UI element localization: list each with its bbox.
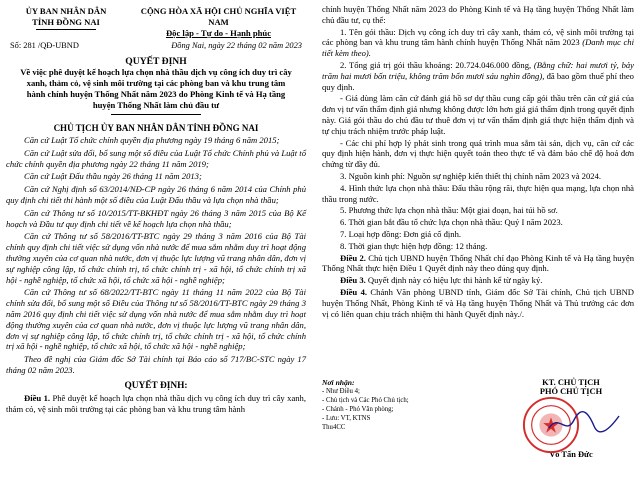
item-4: 4. Hình thức lựa chọn nhà thầu: Đấu thầu rộng rãi, thực hiện qua mạng, lựa chọn nhà thầu trong nước. — [322, 182, 634, 204]
legal-basis: Căn cứ Thông tư số 10/2015/TT-BKHĐT ngày 26 tháng 3 năm 2015 của Bộ Kế hoạch và Đầu tư quy định chi tiết về kế hoạch lựa chọn nhà thầu; — [6, 207, 306, 229]
item-6: 6. Thời gian bắt đầu tổ chức lựa chọn nhà thầu: Quý I năm 2023. — [340, 217, 563, 228]
nation-name: CỘNG HÒA XÃ HỘI CHỦ NGHĨA VIỆT NAM — [140, 6, 297, 27]
right-column — [318, 0, 638, 498]
legal-basis: Căn cứ Luật Tổ chức chính quyền địa phương ngày 19 tháng 6 năm 2015; — [24, 135, 280, 145]
recipient-item: - Như Điều 4; — [322, 388, 360, 395]
legal-bases — [0, 135, 312, 376]
decision-heading: QUYẾT ĐỊNH: — [124, 380, 188, 391]
item-2-words: (Bằng chữ: hai mươi tỷ, bảy trăm hai mươi bốn triệu, không trăm bốn mươi sáu nghìn đồng), — [322, 59, 635, 81]
subject-divider — [111, 114, 201, 115]
article-4-label: Điều 4. — [340, 286, 368, 297]
signer-name: Võ Tấn Đức — [549, 450, 593, 459]
legal-basis: Căn cứ Thông tư số 68/2022/TT-BTC ngày 11 tháng 11 năm 2022 của Bộ Tài chính sửa đổi, bổ sung một số Điều của Thông tư số 58/2016/TT-BTC ngày 29 tháng 3 năm 2016 quy định chi tiết việc sử dụng vốn nhà nước để mua sắm nhằm duy trì hoạt động thường xuyên của cơ quan nhà nước, đơn vị thuộc lực lượng vũ trang nhân dân, đơn vị sự nghiệp công lập, tổ chức chính trị, tổ chức chính trị - xã hội, tổ chức chính trị xã hội - nghề nghiệp, tổ chức xã hội, tổ chức xã hội - nghề nghiệp; — [6, 287, 306, 352]
article-3-text: Quyết định này có hiệu lực thi hành kể từ ngày ký. — [365, 275, 543, 286]
article-3-label: Điều 3. — [340, 275, 366, 286]
recipient-item: - Lưu: VT, KTNS — [322, 415, 371, 422]
legal-basis: Theo đề nghị của Giám đốc Sở Tài chính tại Báo cáo số 717/BC-STC ngày 17 tháng 02 năm 2023. — [6, 354, 306, 375]
article-1-continuation: chính huyện Thống Nhất năm 2023 do Phòng Kinh tế và Hạ tầng huyện Thống Nhất làm chủ đầu tư, cụ thể: — [322, 4, 634, 25]
doc-title: QUYẾT ĐỊNH — [125, 56, 187, 67]
item-7: 7. Loại hợp đồng: Đơn giá cố định. — [340, 228, 462, 239]
legal-basis: Căn cứ Luật sửa đổi, bổ sung một số điều của Luật Tổ chức Chính phủ và Luật tổ chức chính quyền địa phương ngày 22 tháng 11 năm 2019; — [6, 147, 306, 169]
article-3 — [318, 275, 638, 286]
article-2 — [318, 253, 638, 275]
article-2-label: Điều 2. — [340, 252, 366, 263]
motto: Độc lập - Tự do - Hạnh phúc — [165, 28, 272, 38]
item-1 — [318, 27, 638, 59]
signature-title-1: KT. CHỦ TỊCH — [542, 378, 600, 387]
article-4-text: Chánh Văn phòng UBND tỉnh, Giám đốc Sở Tài chính, Chủ tịch UBND huyện Thống Nhất, Phòng Kinh tế và Hạ tầng huyện Thống Nhất và Thủ trưởng các đơn vị có liên quan chịu trách nhiệm thi hành Quyết định này./. — [322, 286, 634, 319]
handwritten-signature-icon — [544, 408, 624, 438]
issuing-authority — [6, 6, 126, 39]
legal-basis: Căn cứ Thông tư số 58/2016/TT-BTC ngày 29 tháng 3 năm 2016 của Bộ Tài chính quy định chi tiết việc sử dụng vốn nhà nước để mua sắm nhằm duy trì hoạt động thường xuyên của cơ quan nhà nước, đơn vị thuộc lực lượng vũ trang nhân dân, đơn vị sự nghiệp công lập, tổ chức chính trị, tổ chức chính trị - xã hội, tổ chức chính trị xã hội - nghề nghiệp, tổ chức xã hội, tổ chức xã hội - nghề nghiệp; — [6, 231, 306, 285]
recipient-item: - Chủ tịch và Các Phó Chủ tịch; — [322, 397, 409, 404]
signature-block — [504, 378, 638, 459]
recipient-item: - Chánh - Phó Văn phòng; — [322, 406, 394, 413]
recipients-label: Nơi nhận: — [322, 378, 355, 387]
article-1 — [0, 393, 312, 415]
national-motto — [131, 6, 306, 39]
item-5: 5. Phương thức lựa chọn nhà thầu: Một giai đoạn, hai túi hồ sơ. — [340, 205, 558, 216]
cost-note: - Các chi phí hợp lý phát sinh trong quá trình mua sắm tài sản, dịch vụ, căn cứ các quy định hiện hành, đơn vị thực hiện quyết toán theo thực tế và đảm bảo chế độ hoá đơn chứng từ đầy đủ. — [322, 137, 634, 170]
legal-basis: Căn cứ Nghị định số 63/2014/NĐ-CP ngày 26 tháng 6 năm 2014 của Chính phủ quy định chi tiết thi hành một số điều của Luật Đấu thầu và lựa chọn nhà thầu; — [6, 184, 306, 205]
left-column — [0, 0, 312, 498]
item-1-text: 1. Tên gói thầu: Dịch vụ công ích duy trì cây xanh, thảm cỏ, vệ sinh môi trường tại các phòng ban và khu trung tâm hành chính huyện Thống Nhất năm 2023 — [322, 26, 634, 48]
item-8: 8. Thời gian thực hiện hợp đồng: 12 tháng. — [340, 240, 488, 251]
divider — [36, 29, 96, 30]
document-header — [0, 0, 312, 39]
doc-number: Số: 281 /QĐ-UBND — [10, 41, 79, 50]
doc-date: Đồng Nai, ngày 22 tháng 02 năm 2023 — [171, 41, 302, 50]
legal-basis: Căn cứ Luật Đấu thầu ngày 26 tháng 11 năm 2013; — [24, 171, 202, 182]
item-2-text: 2. Tổng giá trị gói thầu khoảng: 20.724.046.000 đồng, — [340, 59, 532, 70]
signature-title-2: PHÓ CHỦ TỊCH — [539, 387, 603, 396]
article-4 — [318, 287, 638, 319]
recipients — [322, 378, 462, 432]
article-2-text: Chủ tịch UBND huyện Thống Nhất chỉ đạo Phòng Kinh tế và Hạ tầng huyện Thống Nhất thực hiện Điều 1 Quyết định này theo đúng quy định. — [322, 252, 634, 274]
item-3: 3. Nguồn kinh phí: Nguồn sự nghiệp kiến thiết thị chính năm 2023 và 2024. — [340, 170, 602, 181]
item-2 — [318, 60, 638, 92]
item-2-tail: đã bao gồm thuế phí theo quy định. — [322, 70, 634, 92]
doc-meta — [0, 39, 312, 50]
org-name-line2: TỈNH ĐỒNG NAI — [32, 17, 100, 27]
recipient-item: Thu4CC — [322, 424, 346, 431]
item-1-note: (Danh mục chi tiết kèm theo). — [322, 37, 634, 59]
authority-heading: CHỦ TỊCH ỦY BAN NHÂN DÂN TỈNH ĐỒNG NAI — [53, 123, 259, 133]
org-name-line1: ỦY BAN NHÂN DÂN — [25, 6, 107, 16]
doc-subject: Về việc phê duyệt kế hoạch lựa chọn nhà thầu dịch vụ công ích duy trì cây xanh, thảm cỏ, vệ sinh môi trường tại các phòng ban và khu trung tâm hành chính huyện Thống Nhất năm 2023 do Phòng Kinh tế và Hạ tầng huyện Thống Nhất làm chủ đầu tư — [20, 67, 292, 110]
article-1-text: Phê duyệt kế hoạch lựa chọn nhà thầu dịch vụ công ích duy trì cây xanh, thảm cỏ, vệ sinh môi trường tại các phòng ban và khu trung tâm hành — [6, 392, 306, 414]
article-1-label: Điều 1. — [24, 392, 51, 403]
price-note: - Giá dùng làm căn cứ đánh giá hồ sơ dự thầu cung cấp gói thầu trên căn cứ giá của đơn vị tư vấn thẩm định giá nhưng không được lớn hơn giá giá thẩm định trong quyết định này. Giá gói thầu do chủ đầu tư thuê đơn vị tư vấn thẩm định giá thực hiện thẩm định và tự chịu trách nhiệm trước pháp luật. — [322, 93, 634, 136]
